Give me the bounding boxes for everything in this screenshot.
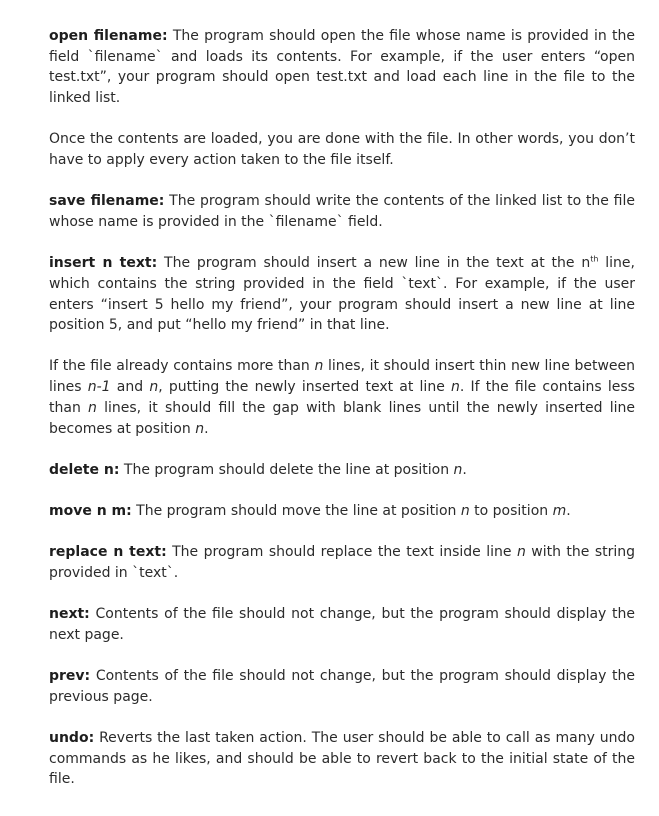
next-command-description: Contents of the file should not change, but the program should display the next page. — [49, 606, 635, 643]
undo-command-description: Reverts the last taken action. The user should be able to call as many undo commands as he likes, and should be able to revert back to the initial state of the file. — [49, 729, 635, 788]
undo-command-paragraph — [49, 728, 635, 790]
undo-command-term: undo: — [49, 729, 95, 746]
save-command-term: save filename: — [49, 193, 165, 210]
delete-command-text-2: . — [462, 461, 467, 478]
prev-command-description: Contents of the file should not change, but the program should display the previous page. — [49, 667, 635, 705]
insert-note-text-1: If the file already contains more than — [49, 358, 315, 375]
delete-command-var-n: n — [453, 461, 463, 478]
open-command-note-paragraph — [49, 129, 635, 170]
replace-command-text-1: The program should replace the text inside line — [166, 544, 517, 561]
save-command-paragraph — [49, 191, 635, 232]
replace-command-term: replace n text: — [49, 544, 167, 561]
insert-note-text-3: and — [110, 379, 150, 396]
ordinal-superscript: th — [590, 254, 599, 264]
delete-command-paragraph — [49, 460, 635, 481]
insert-note-var-2: n-1 — [87, 379, 111, 396]
move-command-paragraph — [49, 501, 635, 522]
delete-command-term: delete n: — [49, 461, 120, 478]
delete-command-text-1: The program should delete the line at position — [119, 461, 454, 478]
next-command-term: next: — [49, 606, 90, 623]
move-command-term: move n m: — [49, 502, 132, 519]
replace-command-paragraph — [49, 542, 635, 583]
insert-command-paragraph — [49, 253, 635, 336]
insert-note-text-6: lines, it should fill the gap with blank lines until the newly inserted line becomes at position — [49, 399, 635, 437]
next-command-paragraph — [49, 604, 635, 645]
move-command-text-1: The program should move the line at position — [131, 502, 461, 519]
insert-note-var-3: n — [149, 379, 159, 396]
insert-note-text-5: . If the file contains less than — [49, 379, 635, 416]
insert-note-var-1: n — [314, 358, 324, 375]
insert-command-term: insert n text: — [49, 255, 158, 272]
move-command-text-3: . — [566, 502, 571, 519]
insert-note-text-7: . — [204, 420, 209, 437]
save-command-description: The program should write the contents of the linked list to the file whose name is provided in the `filename` field. — [49, 193, 636, 230]
replace-command-var-n: n — [516, 544, 526, 561]
insert-command-note-paragraph — [49, 356, 635, 439]
insert-note-text-4: , putting the newly inserted text at line — [158, 379, 451, 396]
replace-command-text-2: with the string provided in `text`. — [49, 544, 636, 581]
insert-note-var-6: n — [195, 420, 205, 437]
insert-note-var-5: n — [88, 399, 97, 416]
open-command-term: open filename: — [49, 28, 168, 44]
move-command-var-n: n — [460, 502, 470, 519]
open-command-description: The program should open the file whose name is provided in the field `filename` and loads its contents. For example, if the user enters “open test.txt”, your program should open test.txt and load each line in the file to the linked list. — [49, 28, 635, 107]
insert-note-text-2: lines, it should insert thin new line between lines — [49, 358, 635, 396]
open-command-note: Once the contents are loaded, you are done with the file. In other words, you don’t have to apply every action taken to the file itself. — [49, 131, 635, 169]
prev-command-paragraph — [49, 666, 635, 707]
prev-command-term: prev: — [49, 667, 91, 684]
insert-command-description-b: line, which contains the string provided in the field `text`. For example, if the user enters “insert 5 hello my friend”, your program should insert a new line at line position 5, and put “hello my friend” in that line. — [49, 255, 635, 334]
insert-command-description-a: The program should insert a new line in the text at the n — [157, 255, 591, 272]
move-command-text-2: to position — [469, 502, 553, 519]
insert-note-var-4: n — [451, 379, 460, 396]
move-command-var-m: m — [552, 502, 567, 519]
open-command-paragraph — [49, 26, 635, 109]
